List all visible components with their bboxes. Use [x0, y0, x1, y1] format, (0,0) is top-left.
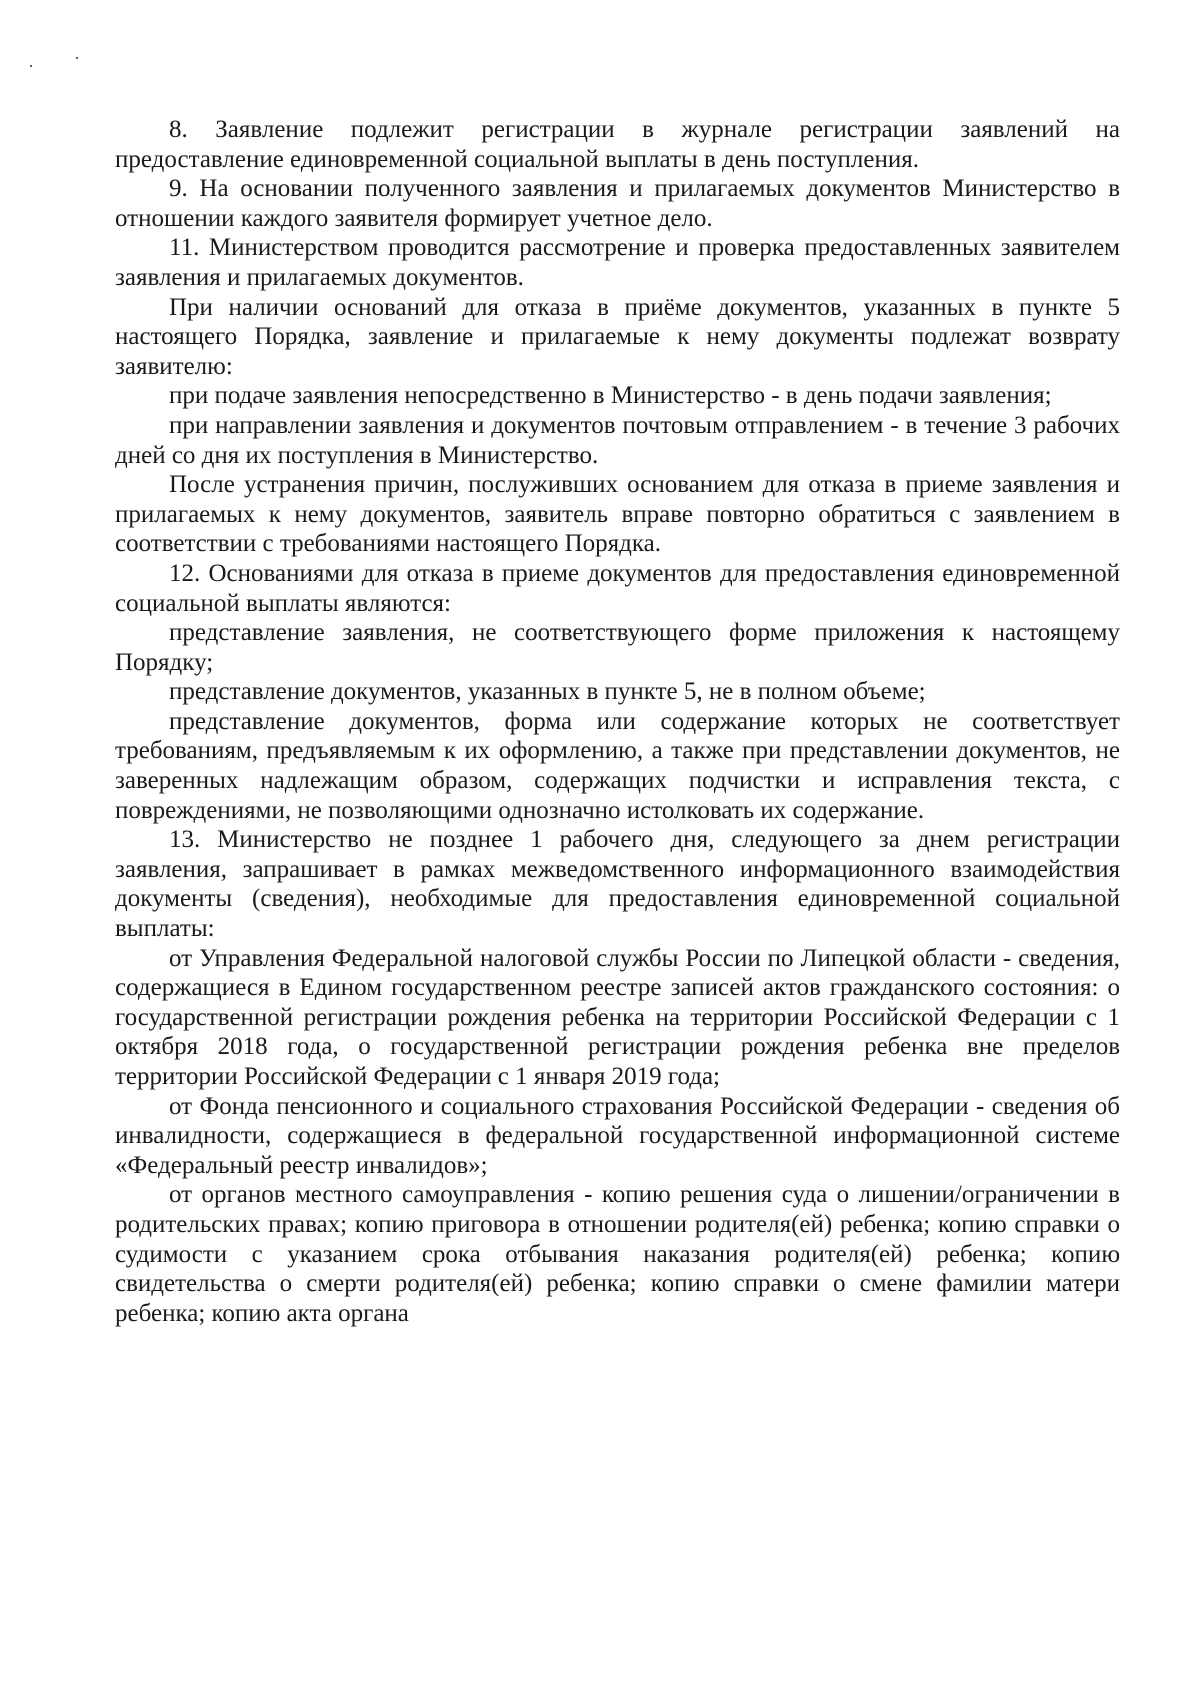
- scan-specks: [28, 52, 98, 72]
- paragraph-ground-incomplete: представление документов, указанных в пункте 5, не в полном объеме;: [169, 678, 926, 706]
- paragraph-ground-invalid-docs: представление документов, форма или содержание которых не соответствует требованиям, предъявляемым к их оформлению, а также при представлении документов, не заверенных надлежащим образом, содержащих подчистки и исправления текста, с повреждениями, не позволяющими однозначно истолковать их содержание.: [115, 707, 1120, 824]
- paragraph-item-9: 9. На основании полученного заявления и прилагаемых документов Министерство в отношении каждого заявителя формирует учетное дело.: [115, 175, 1120, 232]
- paragraph-item-13: 13. Министерство не позднее 1 рабочего дня, следующего за днем регистрации заявления, запрашивает в рамках межведомственного информационного взаимодействия документы (сведения), необходимые для предоставления единовременной социальной выплаты:: [115, 826, 1120, 943]
- paragraph-return-in-person: при подаче заявления непосредственно в Министерство - в день подачи заявления;: [169, 382, 1052, 410]
- paragraph-pension-fund: от Фонда пенсионного и социального страхования Российской Федерации - сведения об инвалидности, содержащиеся в федеральной государственной информационной системе «Федеральный реестр инвалидов»;: [115, 1092, 1120, 1179]
- paragraph-tax-service: от Управления Федеральной налоговой службы России по Липецкой области - сведения, содержащиеся в Едином государственном реестре записей актов гражданского состояния: о государственной регистрации рождения ребенка на территории Российской Федерации с 1 октября 2018 года, о государственной регистрации рождения ребенка вне пределов территории Российской Федерации с 1 января 2019 года;: [115, 944, 1120, 1090]
- paragraph-local-government: от органов местного самоуправления - копию решения суда о лишении/ограничении в родительских правах; копию приговора в отношении родителя(ей) ребенка; копию справки о судимости с указанием срока отбывания наказания родителя(ей) ребенка; копию свидетельства о смерти родителя(ей) ребенка; копию справки о смене фамилии матери ребенка; копию акта органа: [115, 1181, 1120, 1327]
- paragraph-item-8: 8. Заявление подлежит регистрации в журнале регистрации заявлений на предоставление единовременной социальной выплаты в день поступления.: [115, 116, 1120, 173]
- paragraph-return-by-post: при направлении заявления и документов почтовым отправлением - в течение 3 рабочих дней со дня их поступления в Министерство.: [115, 411, 1120, 469]
- document-body: [115, 115, 1120, 1328]
- paragraph-item-11: 11. Министерством проводится рассмотрение и проверка предоставленных заявителем заявления и прилагаемых документов.: [115, 234, 1120, 291]
- paragraph-ground-form: представление заявления, не соответствующего форме приложения к настоящему Порядку;: [115, 619, 1120, 676]
- paragraph-reapply: После устранения причин, послуживших основанием для отказа в приеме заявления и прилагаемых к нему документов, заявитель вправе повторно обратиться с заявлением в соответствии с требованиями настоящего Порядка.: [115, 471, 1120, 558]
- paragraph-item-12: 12. Основаниями для отказа в приеме документов для предоставления единовременной социальной выплаты являются:: [115, 559, 1120, 617]
- paragraph-refusal-grounds: При наличии оснований для отказа в приёме документов, указанных в пункте 5 настоящего Порядка, заявление и прилагаемые к нему документы подлежат возврату заявителю:: [115, 293, 1120, 380]
